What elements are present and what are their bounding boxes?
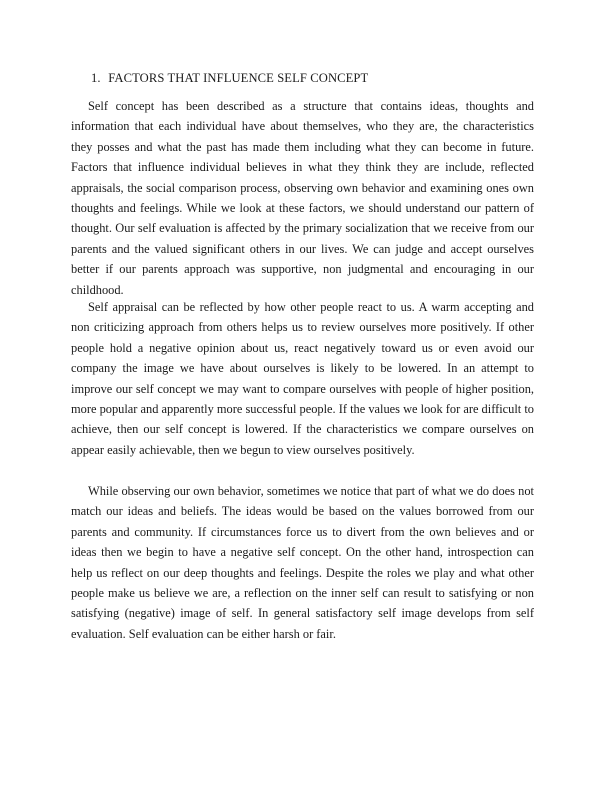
paragraph-self-concept-definition: Self concept has been described as a structure that contains ideas, thoughts and information that each individual have about themselves, who they are, the characteristics they posses and what the past has made them including what they can become in future. Factors that influence individual believes in what they think they are include, reflected appraisals, the social comparison process, observing own behavior and examining ones own thoughts and feelings. While we look at these factors, we should understand our pattern of thought. Our self evaluation is affected by the primary socialization that we receive from our parents and the valued significant others in our lives. We can judge and accept ourselves better if our parents approach was supportive, non judgmental and encouraging in our childhood. bbox=[71, 99, 534, 297]
section-heading bbox=[91, 70, 368, 86]
section-number: 1. bbox=[91, 71, 101, 85]
paragraph-self-appraisal: Self appraisal can be reflected by how other people react to us. A warm accepting and non criticizing approach from others helps us to review ourselves more positively. If other people hold a negative opinion about us, react negatively toward us or even avoid our company the image we have about ourselves is likely to be lowered. In an attempt to improve our self concept we may want to compare ourselves with people of higher position, more popular and apparently more successful people. If the values we look for are difficult to achieve, then our self concept is lowered. If the characteristics we compare ourselves on appear easily achievable, then we begun to view ourselves positively. bbox=[71, 300, 534, 457]
section-title: FACTORS THAT INFLUENCE SELF CONCEPT bbox=[108, 71, 369, 85]
paragraph-observing-behavior: While observing our own behavior, sometimes we notice that part of what we do does not match our ideas and beliefs. The ideas would be based on the values borrowed from our parents and community. If circumstances force us to divert from the own believes and or ideas then we begin to have a negative self concept. On the other hand, introspection can help us reflect on our deep thoughts and feelings. Despite the roles we play and what other people make us believe we are, a reflection on the inner self can result to satisfying or non satisfying (negative) image of self. In general satisfactory self image develops from self evaluation. Self evaluation can be either harsh or fair. bbox=[71, 484, 534, 641]
